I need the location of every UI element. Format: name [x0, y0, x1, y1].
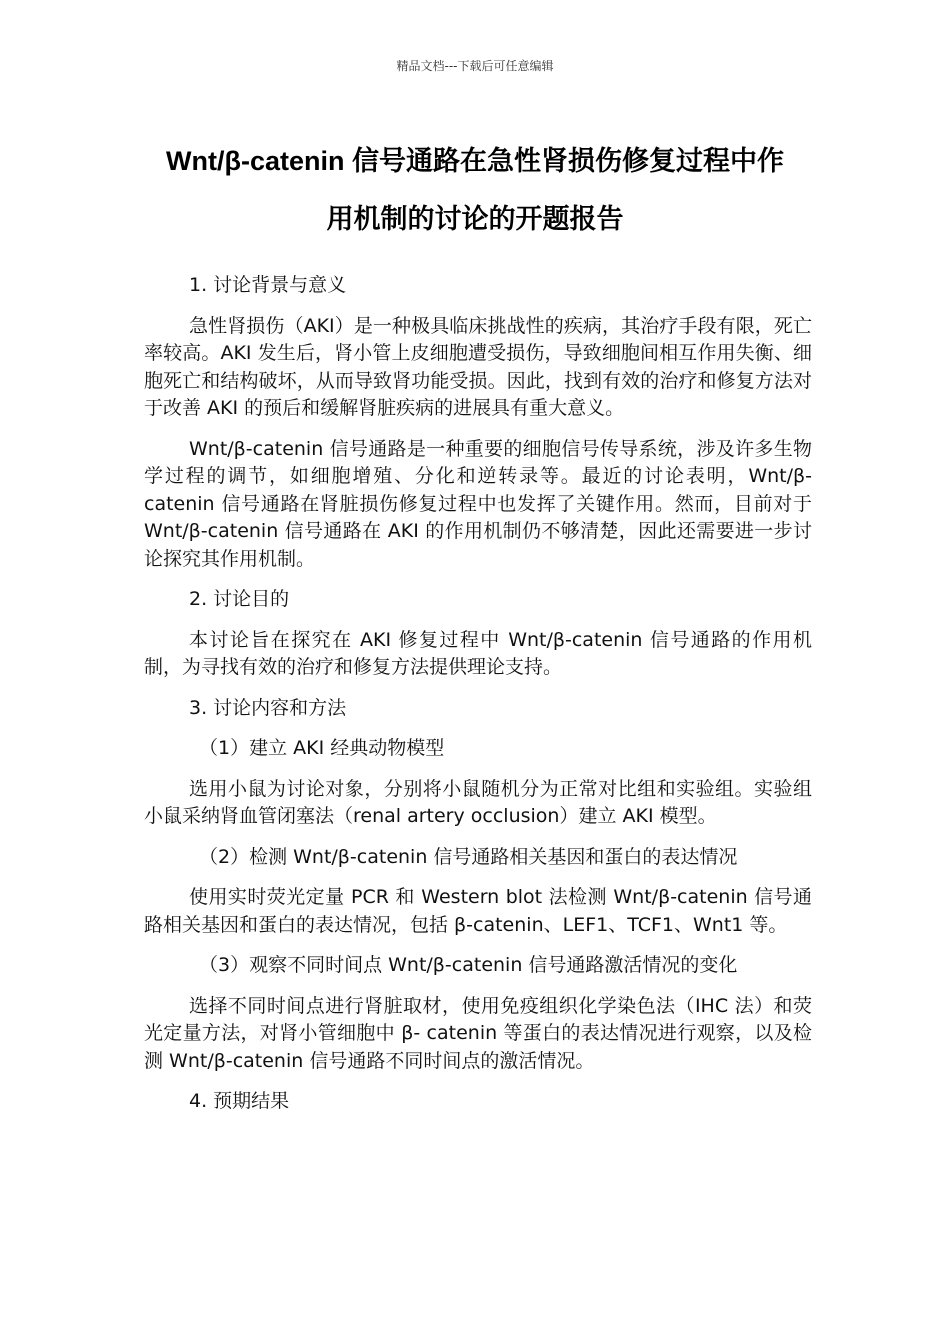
- title-line-2: 用机制的讨论的开题报告: [326, 204, 624, 234]
- section-3-paragraph-1: 选用小鼠为讨论对象，分别将小鼠随机分为正常对比组和实验组。实验组小鼠采纳肾血管闭塞法（renal artery occlusion）建立 AKI 模型。: [144, 777, 812, 827]
- section-3-subheading-1: （1）建立 AKI 经典动物模型: [199, 737, 445, 759]
- section-3-paragraph-2: 使用实时荧光定量 PCR 和 Western blot 法检测 Wnt/β-catenin 信号通路相关基因和蛋白的表达情况，包括 β-catenin、LEF1、TCF1、Wnt1 等。: [144, 886, 812, 936]
- section-4-heading: 4. 预期结果: [189, 1090, 290, 1112]
- section-3-subheading-2: （2）检测 Wnt/β-catenin 信号通路相关基因和蛋白的表达情况: [199, 845, 738, 868]
- document-title: [110, 132, 840, 248]
- title-line-1: Wnt/β-catenin 信号通路在急性肾损伤修复过程中作: [166, 146, 784, 176]
- section-1-paragraph-1: 急性肾损伤（AKI）是一种极具临床挑战性的疾病，其治疗手段有限，死亡率较高。AKI 发生后，肾小管上皮细胞遭受损伤，导致细胞间相互作用失衡、细胞死亡和结构破坏，从而导致肾功能受损。因此，找到有效的治疗和修复方法对于改善 AKI 的预后和缓解肾脏疾病的进展具有重大意义。: [144, 314, 812, 419]
- document-body: [144, 272, 812, 1129]
- section-2-heading: 2. 讨论目的: [189, 588, 290, 610]
- section-3-heading: 3. 讨论内容和方法: [189, 696, 347, 719]
- section-2-paragraph: 本讨论旨在探究在 AKI 修复过程中 Wnt/β-catenin 信号通路的作用机制，为寻找有效的治疗和修复方法提供理论支持。: [144, 628, 812, 678]
- section-1-heading: 1. 讨论背景与意义: [189, 274, 347, 296]
- section-1-paragraph-2: Wnt/β-catenin 信号通路是一种重要的细胞信号传导系统，涉及许多生物学过程的调节，如细胞增殖、分化和逆转录等。最近的讨论表明，Wnt/β-catenin 信号通路在肾脏损伤修复过程中也发挥了关键作用。然而，目前对于 Wnt/β-catenin 信号通路在 AKI 的作用机制仍不够清楚，因此还需要进一步讨论探究其作用机制。: [144, 437, 812, 570]
- section-3-subheading-3: （3）观察不同时间点 Wnt/β-catenin 信号通路激活情况的变化: [199, 954, 738, 976]
- section-3-paragraph-3: 选择不同时间点进行肾脏取材，使用免疫组织化学染色法（IHC 法）和荧光定量方法，对肾小管细胞中 β- catenin 等蛋白的表达情况进行观察，以及检测 Wnt/β-catenin 信号通路不同时间点的激活情况。: [144, 994, 812, 1072]
- page-header-note: 精品文档---下载后可任意编辑: [396, 59, 554, 73]
